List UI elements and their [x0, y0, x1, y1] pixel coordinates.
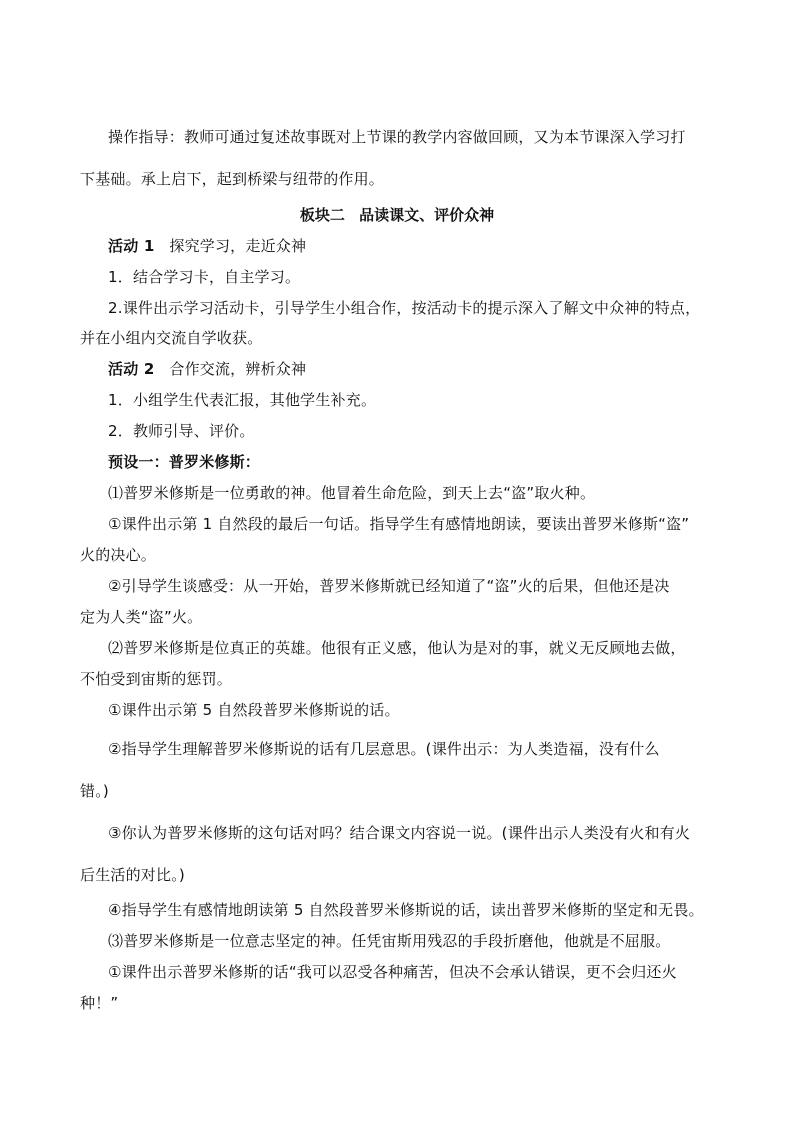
activity-2-heading — [108, 359, 306, 379]
guidance-line-2: 下基础。承上启下，起到桥梁与纽带的作用。 — [80, 170, 385, 188]
point-2-line-2: 不怕受到宙斯的惩罚。 — [80, 670, 233, 688]
activity-1-label: 活动 1 — [108, 237, 155, 255]
point-2-sub-3-line-1: ③你认为普罗米修斯的这句话对吗？结合课文内容说一说。(课件出示人类没有火和有火 — [108, 824, 691, 842]
point-3: ⑶普罗米修斯是一位意志坚定的神。任凭宙斯用残忍的手段折磨他，他就是不屈服。 — [108, 932, 671, 950]
section-title — [0, 205, 794, 225]
point-2-sub-2-line-2: 错。) — [80, 782, 109, 800]
point-2-sub-4: ④指导学生有感情地朗读第 5 自然段普罗米修斯说的话，读出普罗米修斯的坚定和无畏。 — [108, 901, 704, 919]
activity-2-text: 合作交流，辨析众神 — [169, 360, 307, 378]
point-2-sub-3-line-2: 后生活的对比。) — [80, 866, 185, 884]
activity-1-item-2-line-2: 并在小组内交流自学收获。 — [80, 329, 263, 347]
section-title-text: 品读课文、评价众神 — [359, 206, 495, 224]
point-2-line-1: ⑵普罗米修斯是位真正的英雄。他很有正义感，他认为是对的事，就义无反顾地去做， — [108, 639, 686, 657]
section-title-label: 板块二 — [299, 206, 345, 224]
activity-1-text: 探究学习，走近众神 — [169, 237, 307, 255]
point-2-sub-1: ①课件出示第 5 自然段普罗米修斯说的话。 — [108, 701, 400, 719]
preset-1-heading: 预设一：普罗米修斯： — [108, 453, 261, 471]
activity-2-label: 活动 2 — [108, 360, 155, 378]
point-3-sub-1-line-1: ①课件出示普罗米修斯的话“我可以忍受各种痛苦，但决不会承认错误，更不会归还火 — [108, 963, 677, 981]
activity-2-item-1: 1．小组学生代表汇报，其他学生补充。 — [108, 391, 377, 409]
point-1-sub-1-line-2: 火的决心。 — [80, 546, 157, 564]
point-2-sub-2-line-1: ②指导学生理解普罗米修斯说的话有几层意思。(课件出示：为人类造福，没有什么 — [108, 740, 660, 758]
point-1: ⑴普罗米修斯是一位勇敢的神。他冒着生命危险，到天上去“盗”取火种。 — [108, 484, 596, 502]
guidance-line-1: 操作指导：教师可通过复述故事既对上节课的教学内容做回顾，又为本节课深入学习打 — [108, 128, 686, 146]
activity-1-heading — [108, 236, 306, 256]
activity-1-item-1: 1．结合学习卡，自主学习。 — [108, 268, 301, 286]
activity-2-item-2: 2．教师引导、评价。 — [108, 422, 255, 440]
point-1-sub-2-line-1: ②引导学生谈感受：从一开始，普罗米修斯就已经知道了“盗”火的后果，但他还是决 — [108, 577, 670, 595]
point-3-sub-1-line-2: 种！” — [80, 994, 119, 1012]
point-1-sub-1-line-1: ①课件出示第 1 自然段的最后一句话。指导学生有感情地朗读，要读出普罗米修斯“盗” — [108, 515, 690, 533]
activity-1-item-2-line-1: 2.课件出示学习活动卡，引导学生小组合作，按活动卡的提示深入了解文中众神的特点， — [108, 299, 701, 317]
point-1-sub-2-line-2: 定为人类“盗”火。 — [80, 608, 203, 626]
